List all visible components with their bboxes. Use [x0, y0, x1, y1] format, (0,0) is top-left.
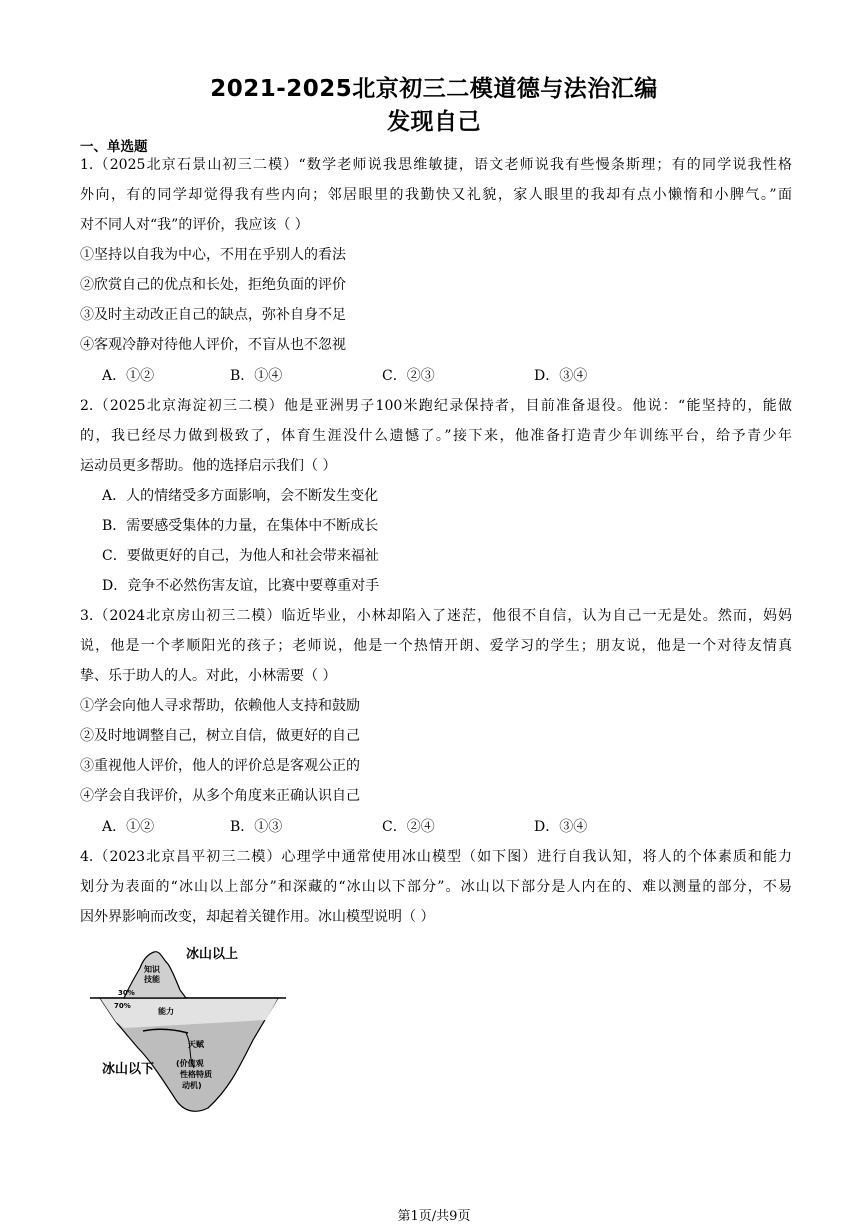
q2-stem-line: 运动员更多帮助。他的选择启示我们（ ）: [80, 458, 337, 474]
q2-option-a: A．人的情绪受多方面影响，会不断发生变化: [102, 488, 379, 504]
label-motivation: 动机): [182, 1081, 202, 1090]
q3-statement: ④学会自我评价，从多个角度来正确认识自己: [80, 788, 360, 804]
document-subtitle: 发现自己: [387, 109, 481, 135]
q4-stem-line: 划分为表面的“冰山以上部分”和深藏的“冰山以下部分”。冰山以下部分是人内在的、难以测量的部分，不易: [80, 879, 792, 895]
label-above-water: 冰山以上: [186, 947, 239, 962]
label-pct-above: 30%: [118, 989, 135, 997]
label-knowledge: 知识: [144, 965, 160, 974]
iceberg-diagram: [88, 940, 288, 1115]
q1-option-b: B．①④: [230, 368, 283, 384]
label-pct-below: 70%: [114, 1002, 131, 1010]
q3-stem-line: 说，他是一个孝顺阳光的孩子；老师说，他是一个热情开朗、爱学习的学生；朋友说，他是一个对待友情真: [80, 638, 792, 654]
q2-option-d: D．竞争不必然伤害友谊，比赛中要尊重对手: [102, 578, 380, 594]
label-below-water: 冰山以下: [102, 1062, 155, 1077]
q1-stem-line: 对不同人对“我”的评价，我应该（ ）: [80, 217, 309, 233]
q1-stem-line: 1.（2025北京石景山初三二模）“数学老师说我思维敏捷，语文老师说我有些慢条斯理；有的同学说我性格: [80, 157, 792, 173]
q2-stem-line: 的，我已经尽力做到极致了，体育生涯没什么遗憾了。”接下来，他准备打造青少年训练平台，给予青少年: [80, 428, 792, 444]
label-talent: 天赋: [188, 1040, 204, 1049]
section-heading: 一、单选题: [80, 139, 148, 155]
label-values: (价值观: [176, 1059, 204, 1068]
document-title: 2021-2025北京初三二模道德与法治汇编: [210, 76, 658, 102]
q1-option-a: A．①②: [102, 368, 155, 384]
label-skills: 技能: [144, 975, 160, 984]
q1-statement: ②欣赏自己的优点和长处，拒绝负面的评价: [80, 277, 346, 293]
q3-statement: ②及时地调整自己，树立自信，做更好的自己: [80, 728, 360, 744]
q3-stem-line: 3.（2024北京房山初三二模）临近毕业，小林却陷入了迷茫，他很不自信，认为自己一无是处。然而，妈妈: [80, 608, 792, 624]
q1-statement: ①坚持以自我为中心，不用在乎别人的看法: [80, 247, 346, 263]
q2-stem-line: 2.（2025北京海淀初三二模）他是亚洲男子100米跑纪录保持者，目前准备退役。他说：“能坚持的，能做: [80, 398, 792, 414]
q3-statement: ③重视他人评价，他人的评价总是客观公正的: [80, 758, 360, 774]
q1-stem-line: 外向，有的同学却觉得我有些内向；邻居眼里的我勤快又礼貌，家人眼里的我却有点小懒惰和小脾气。”面: [80, 187, 792, 203]
q1-statement: ④客观冷静对待他人评价，不盲从也不忽视: [80, 337, 346, 353]
q2-option-c: C．要做更好的自己，为他人和社会带来福祉: [102, 548, 379, 564]
q4-stem-line: 4.（2023北京昌平初三二模）心理学中通常使用冰山模型（如下图）进行自我认知，将人的个体素质和能力: [80, 849, 792, 865]
q1-option-d: D．③④: [534, 368, 588, 384]
q1-option-c: C．②③: [382, 368, 435, 384]
q1-statement: ③及时主动改正自己的缺点，弥补自身不足: [80, 307, 346, 323]
q3-option-b: B．①③: [230, 819, 283, 835]
label-ability: 能力: [158, 1007, 174, 1016]
label-traits: 性格特质: [180, 1070, 212, 1079]
q3-option-c: C．②④: [382, 819, 435, 835]
q2-option-b: B．需要感受集体的力量，在集体中不断成长: [102, 518, 379, 534]
q3-option-a: A．①②: [102, 819, 155, 835]
page-footer: 第1页/共9页: [397, 1209, 471, 1224]
q3-stem-line: 挚、乐于助人的人。对此，小林需要（ ）: [80, 668, 337, 684]
q3-option-d: D．③④: [534, 819, 588, 835]
q4-stem-line: 因外界影响而改变，却起着关键作用。冰山模型说明（ ）: [80, 909, 435, 925]
q3-statement: ①学会向他人寻求帮助，依赖他人支持和鼓励: [80, 698, 360, 714]
